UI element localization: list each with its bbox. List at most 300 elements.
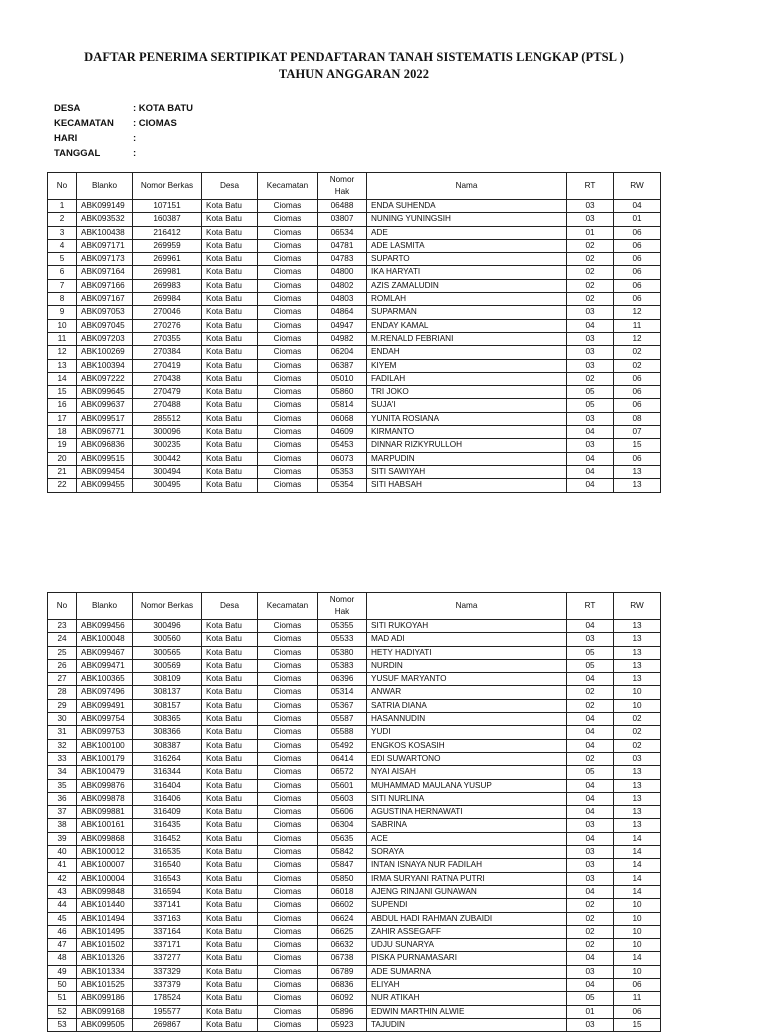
column-header: Kecamatan	[258, 593, 318, 620]
table-row	[48, 279, 661, 292]
cell-nomor-berkas: 316540	[133, 859, 202, 872]
table-row	[48, 673, 661, 686]
cell-rw: 13	[614, 620, 661, 633]
cell-nomor-berkas: 300565	[133, 646, 202, 659]
cell-nama: KIRMANTO	[367, 426, 567, 439]
cell-kecamatan: Ciomas	[258, 412, 318, 425]
cell-blanko: ABK100479	[77, 766, 133, 779]
info-label: TANGGAL	[54, 148, 101, 159]
cell-nama: ENDA SUHENDA	[367, 200, 567, 213]
cell-rt: 02	[567, 752, 614, 765]
cell-kecamatan: Ciomas	[258, 646, 318, 659]
cell-desa: Kota Batu	[202, 279, 258, 292]
cell-rt: 04	[567, 479, 614, 492]
table-header-row	[48, 173, 661, 200]
cell-kecamatan: Ciomas	[258, 372, 318, 385]
cell-rt: 04	[567, 713, 614, 726]
cell-nomor-berkas: 337277	[133, 952, 202, 965]
cell-kecamatan: Ciomas	[258, 386, 318, 399]
cell-rt: 03	[567, 846, 614, 859]
cell-blanko: ABK100394	[77, 359, 133, 372]
cell-rt: 04	[567, 726, 614, 739]
cell-no: 12	[48, 346, 77, 359]
cell-nomor-berkas: 337164	[133, 925, 202, 938]
cell-nomor-hak: 05814	[318, 399, 367, 412]
cell-desa: Kota Batu	[202, 726, 258, 739]
cell-no: 16	[48, 399, 77, 412]
table-row	[48, 859, 661, 872]
cell-desa: Kota Batu	[202, 426, 258, 439]
cell-kecamatan: Ciomas	[258, 952, 318, 965]
cell-nomor-hak: 05635	[318, 832, 367, 845]
cell-nomor-berkas: 316406	[133, 792, 202, 805]
cell-no: 18	[48, 426, 77, 439]
cell-desa: Kota Batu	[202, 346, 258, 359]
cell-desa: Kota Batu	[202, 859, 258, 872]
cell-nomor-berkas: 270384	[133, 346, 202, 359]
table-row	[48, 713, 661, 726]
cell-kecamatan: Ciomas	[258, 200, 318, 213]
cell-blanko: ABK099868	[77, 832, 133, 845]
cell-nomor-hak: 04947	[318, 319, 367, 332]
cell-desa: Kota Batu	[202, 646, 258, 659]
cell-desa: Kota Batu	[202, 1005, 258, 1018]
cell-nomor-hak: 05847	[318, 859, 367, 872]
column-header: Nama	[367, 593, 567, 620]
table-row	[48, 992, 661, 1005]
cell-nama: ENGKOS KOSASIH	[367, 739, 567, 752]
cell-nama: ROMLAH	[367, 293, 567, 306]
cell-nama: ADE	[367, 226, 567, 239]
table-row	[48, 965, 661, 978]
cell-no: 50	[48, 979, 77, 992]
column-header: Nomor Berkas	[133, 593, 202, 620]
cell-nama: ENDAH	[367, 346, 567, 359]
cell-desa: Kota Batu	[202, 633, 258, 646]
cell-rw: 02	[614, 359, 661, 372]
cell-nomor-berkas: 300494	[133, 465, 202, 478]
cell-blanko: ABK100100	[77, 739, 133, 752]
cell-blanko: ABK099515	[77, 452, 133, 465]
cell-rw: 02	[614, 346, 661, 359]
cell-no: 11	[48, 332, 77, 345]
document-subtitle: TAHUN ANGGARAN 2022	[278, 67, 430, 81]
cell-rt: 01	[567, 226, 614, 239]
table-row	[48, 439, 661, 452]
cell-no: 10	[48, 319, 77, 332]
cell-desa: Kota Batu	[202, 293, 258, 306]
cell-rw: 06	[614, 239, 661, 252]
cell-nomor-hak: 06304	[318, 819, 367, 832]
cell-rw: 14	[614, 872, 661, 885]
info-value: : CIOMAS	[133, 118, 177, 129]
cell-desa: Kota Batu	[202, 253, 258, 266]
info-row-hari	[54, 131, 193, 146]
cell-no: 4	[48, 239, 77, 252]
cell-nomor-hak: 05380	[318, 646, 367, 659]
cell-desa: Kota Batu	[202, 939, 258, 952]
cell-desa: Kota Batu	[202, 465, 258, 478]
cell-nomor-hak: 05601	[318, 779, 367, 792]
cell-rt: 03	[567, 1018, 614, 1031]
cell-nomor-berkas: 316404	[133, 779, 202, 792]
cell-desa: Kota Batu	[202, 846, 258, 859]
cell-rt: 05	[567, 386, 614, 399]
cell-desa: Kota Batu	[202, 699, 258, 712]
cell-rt: 04	[567, 779, 614, 792]
table-row	[48, 633, 661, 646]
column-header: Desa	[202, 173, 258, 200]
cell-nama: NUR ATIKAH	[367, 992, 567, 1005]
cell-rt: 04	[567, 979, 614, 992]
column-header: Nomor Hak	[318, 173, 367, 200]
info-label: DESA	[54, 103, 81, 114]
cell-kecamatan: Ciomas	[258, 673, 318, 686]
cell-nomor-berkas: 316452	[133, 832, 202, 845]
cell-desa: Kota Batu	[202, 713, 258, 726]
cell-nomor-hak: 06789	[318, 965, 367, 978]
table-row	[48, 412, 661, 425]
table-row	[48, 726, 661, 739]
cell-blanko: ABK100179	[77, 752, 133, 765]
cell-nomor-berkas: 269983	[133, 279, 202, 292]
cell-rw: 06	[614, 266, 661, 279]
cell-nomor-berkas: 308366	[133, 726, 202, 739]
cell-rt: 04	[567, 952, 614, 965]
cell-nomor-berkas: 107151	[133, 200, 202, 213]
cell-nama: ACE	[367, 832, 567, 845]
cell-kecamatan: Ciomas	[258, 925, 318, 938]
cell-nomor-berkas: 337171	[133, 939, 202, 952]
cell-kecamatan: Ciomas	[258, 213, 318, 226]
cell-no: 30	[48, 713, 77, 726]
cell-rt: 04	[567, 319, 614, 332]
cell-blanko: ABK097203	[77, 332, 133, 345]
cell-rt: 02	[567, 939, 614, 952]
cell-rw: 10	[614, 686, 661, 699]
cell-desa: Kota Batu	[202, 1018, 258, 1031]
cell-nama: ELIYAH	[367, 979, 567, 992]
cell-no: 53	[48, 1018, 77, 1031]
table-row	[48, 646, 661, 659]
cell-no: 29	[48, 699, 77, 712]
cell-nomor-hak: 05492	[318, 739, 367, 752]
table-row	[48, 925, 661, 938]
column-header: RT	[567, 173, 614, 200]
cell-nama: MARPUDIN	[367, 452, 567, 465]
cell-kecamatan: Ciomas	[258, 346, 318, 359]
cell-no: 33	[48, 752, 77, 765]
cell-nomor-berkas: 316435	[133, 819, 202, 832]
cell-nomor-hak: 05606	[318, 806, 367, 819]
cell-blanko: ABK097166	[77, 279, 133, 292]
cell-kecamatan: Ciomas	[258, 965, 318, 978]
table-row	[48, 399, 661, 412]
cell-nomor-berkas: 337141	[133, 899, 202, 912]
cell-nomor-berkas: 308365	[133, 713, 202, 726]
cell-desa: Kota Batu	[202, 226, 258, 239]
cell-nomor-hak: 06488	[318, 200, 367, 213]
cell-rt: 05	[567, 766, 614, 779]
cell-blanko: ABK099645	[77, 386, 133, 399]
cell-rt: 02	[567, 239, 614, 252]
table-row	[48, 479, 661, 492]
cell-desa: Kota Batu	[202, 806, 258, 819]
cell-nomor-berkas: 270276	[133, 319, 202, 332]
cell-nama: SITI SAWIYAH	[367, 465, 567, 478]
cell-rw: 10	[614, 939, 661, 952]
cell-nama: MAD ADI	[367, 633, 567, 646]
cell-rw: 13	[614, 806, 661, 819]
cell-nomor-hak: 06624	[318, 912, 367, 925]
cell-nama: KIYEM	[367, 359, 567, 372]
cell-kecamatan: Ciomas	[258, 726, 318, 739]
cell-no: 34	[48, 766, 77, 779]
cell-nomor-berkas: 216412	[133, 226, 202, 239]
cell-nomor-berkas: 300560	[133, 633, 202, 646]
cell-nomor-hak: 06738	[318, 952, 367, 965]
cell-no: 48	[48, 952, 77, 965]
cell-nama: NURDIN	[367, 659, 567, 672]
cell-no: 35	[48, 779, 77, 792]
column-header: Kecamatan	[258, 173, 318, 200]
cell-rt: 03	[567, 633, 614, 646]
cell-nomor-berkas: 270419	[133, 359, 202, 372]
table-row	[48, 832, 661, 845]
recipient-table-2	[47, 592, 661, 1032]
cell-rw: 14	[614, 846, 661, 859]
cell-rw: 10	[614, 699, 661, 712]
cell-nama: SITI NURLINA	[367, 792, 567, 805]
cell-nomor-hak: 05353	[318, 465, 367, 478]
cell-nomor-hak: 05314	[318, 686, 367, 699]
cell-nomor-berkas: 308109	[133, 673, 202, 686]
cell-no: 20	[48, 452, 77, 465]
cell-nomor-hak: 05896	[318, 1005, 367, 1018]
cell-nomor-berkas: 270488	[133, 399, 202, 412]
table-row	[48, 213, 661, 226]
cell-nomor-hak: 03807	[318, 213, 367, 226]
cell-rt: 02	[567, 686, 614, 699]
cell-desa: Kota Batu	[202, 779, 258, 792]
cell-nomor-berkas: 308157	[133, 699, 202, 712]
cell-rt: 02	[567, 925, 614, 938]
column-header: No	[48, 173, 77, 200]
cell-kecamatan: Ciomas	[258, 426, 318, 439]
table-row	[48, 465, 661, 478]
cell-nomor-hak: 05355	[318, 620, 367, 633]
cell-nama: IRMA SURYANI RATNA PUTRI	[367, 872, 567, 885]
cell-blanko: ABK101495	[77, 925, 133, 938]
cell-nama: SATRIA DIANA	[367, 699, 567, 712]
cell-rw: 06	[614, 279, 661, 292]
cell-nama: M.RENALD FEBRIANI	[367, 332, 567, 345]
cell-nama: SUPENDI	[367, 899, 567, 912]
column-header: Nomor Hak	[318, 593, 367, 620]
cell-rw: 06	[614, 979, 661, 992]
recipient-table-1	[47, 172, 661, 493]
cell-nama: ANWAR	[367, 686, 567, 699]
cell-no: 38	[48, 819, 77, 832]
cell-rt: 03	[567, 859, 614, 872]
cell-nama: DINNAR RIZKYRULLOH	[367, 439, 567, 452]
cell-rt: 01	[567, 1005, 614, 1018]
cell-nomor-berkas: 316594	[133, 885, 202, 898]
cell-kecamatan: Ciomas	[258, 465, 318, 478]
cell-kecamatan: Ciomas	[258, 659, 318, 672]
cell-nama: MUHAMMAD MAULANA YUSUP	[367, 779, 567, 792]
cell-blanko: ABK099471	[77, 659, 133, 672]
cell-nomor-berkas: 270046	[133, 306, 202, 319]
cell-no: 25	[48, 646, 77, 659]
cell-kecamatan: Ciomas	[258, 279, 318, 292]
cell-no: 1	[48, 200, 77, 213]
cell-blanko: ABK097164	[77, 266, 133, 279]
cell-rw: 15	[614, 439, 661, 452]
cell-no: 3	[48, 226, 77, 239]
table-row	[48, 872, 661, 885]
cell-desa: Kota Batu	[202, 479, 258, 492]
table-row	[48, 779, 661, 792]
cell-nama: ABDUL HADI RAHMAN ZUBAIDI	[367, 912, 567, 925]
cell-nomor-berkas: 269984	[133, 293, 202, 306]
cell-no: 45	[48, 912, 77, 925]
cell-no: 28	[48, 686, 77, 699]
cell-rt: 02	[567, 266, 614, 279]
table-row	[48, 253, 661, 266]
cell-rt: 03	[567, 439, 614, 452]
cell-nomor-berkas: 316543	[133, 872, 202, 885]
cell-kecamatan: Ciomas	[258, 633, 318, 646]
cell-kecamatan: Ciomas	[258, 792, 318, 805]
table-row	[48, 699, 661, 712]
cell-no: 36	[48, 792, 77, 805]
cell-blanko: ABK100012	[77, 846, 133, 859]
cell-desa: Kota Batu	[202, 832, 258, 845]
cell-nomor-hak: 06632	[318, 939, 367, 952]
info-value: : KOTA BATU	[133, 103, 193, 114]
cell-kecamatan: Ciomas	[258, 846, 318, 859]
info-label: KECAMATAN	[54, 118, 114, 129]
cell-blanko: ABK101440	[77, 899, 133, 912]
cell-no: 27	[48, 673, 77, 686]
cell-rt: 03	[567, 213, 614, 226]
cell-kecamatan: Ciomas	[258, 912, 318, 925]
cell-rt: 03	[567, 359, 614, 372]
cell-nama: EDI SUWARTONO	[367, 752, 567, 765]
cell-nomor-berkas: 270479	[133, 386, 202, 399]
cell-nama: EDWIN MARTHIN ALWIE	[367, 1005, 567, 1018]
cell-rw: 13	[614, 465, 661, 478]
cell-no: 23	[48, 620, 77, 633]
cell-desa: Kota Batu	[202, 979, 258, 992]
cell-nama: HETY HADIYATI	[367, 646, 567, 659]
cell-nomor-hak: 06204	[318, 346, 367, 359]
cell-rt: 03	[567, 332, 614, 345]
cell-blanko: ABK100004	[77, 872, 133, 885]
cell-nama: YUNITA ROSIANA	[367, 412, 567, 425]
cell-rw: 13	[614, 766, 661, 779]
cell-nomor-berkas: 178524	[133, 992, 202, 1005]
cell-kecamatan: Ciomas	[258, 806, 318, 819]
cell-rw: 13	[614, 646, 661, 659]
cell-desa: Kota Batu	[202, 952, 258, 965]
cell-nama: SUPARMAN	[367, 306, 567, 319]
cell-blanko: ABK097045	[77, 319, 133, 332]
cell-desa: Kota Batu	[202, 239, 258, 252]
cell-rt: 04	[567, 792, 614, 805]
cell-blanko: ABK099505	[77, 1018, 133, 1031]
cell-nomor-hak: 05587	[318, 713, 367, 726]
column-header: RT	[567, 593, 614, 620]
cell-rt: 04	[567, 452, 614, 465]
cell-rt: 02	[567, 293, 614, 306]
cell-kecamatan: Ciomas	[258, 713, 318, 726]
cell-desa: Kota Batu	[202, 739, 258, 752]
cell-kecamatan: Ciomas	[258, 686, 318, 699]
cell-rw: 06	[614, 226, 661, 239]
cell-rw: 13	[614, 673, 661, 686]
cell-rw: 01	[614, 213, 661, 226]
cell-blanko: ABK101525	[77, 979, 133, 992]
cell-rt: 04	[567, 739, 614, 752]
cell-blanko: ABK096836	[77, 439, 133, 452]
cell-rw: 08	[614, 412, 661, 425]
table-row	[48, 792, 661, 805]
cell-no: 37	[48, 806, 77, 819]
cell-rt: 02	[567, 372, 614, 385]
cell-rw: 06	[614, 253, 661, 266]
cell-nomor-hak: 05010	[318, 372, 367, 385]
cell-rw: 14	[614, 885, 661, 898]
cell-nomor-hak: 06068	[318, 412, 367, 425]
cell-desa: Kota Batu	[202, 412, 258, 425]
table-row	[48, 899, 661, 912]
cell-kecamatan: Ciomas	[258, 306, 318, 319]
column-header: Blanko	[77, 173, 133, 200]
cell-kecamatan: Ciomas	[258, 699, 318, 712]
cell-rt: 04	[567, 673, 614, 686]
cell-blanko: ABK099168	[77, 1005, 133, 1018]
info-row-desa	[54, 101, 193, 116]
cell-no: 8	[48, 293, 77, 306]
cell-rw: 10	[614, 925, 661, 938]
cell-desa: Kota Batu	[202, 992, 258, 1005]
cell-blanko: ABK099848	[77, 885, 133, 898]
cell-kecamatan: Ciomas	[258, 226, 318, 239]
cell-nomor-hak: 04864	[318, 306, 367, 319]
cell-nama: FADILAH	[367, 372, 567, 385]
cell-kecamatan: Ciomas	[258, 253, 318, 266]
cell-no: 43	[48, 885, 77, 898]
cell-nomor-berkas: 195577	[133, 1005, 202, 1018]
table-row	[48, 952, 661, 965]
document-title: DAFTAR PENERIMA SERTIPIKAT PENDAFTARAN TANAH SISTEMATIS LENGKAP (PTSL )	[84, 50, 624, 64]
cell-no: 5	[48, 253, 77, 266]
cell-blanko: ABK097171	[77, 239, 133, 252]
cell-nama: AJENG RINJANI GUNAWAN	[367, 885, 567, 898]
cell-nomor-berkas: 300096	[133, 426, 202, 439]
cell-kecamatan: Ciomas	[258, 319, 318, 332]
cell-blanko: ABK097222	[77, 372, 133, 385]
cell-no: 19	[48, 439, 77, 452]
cell-nomor-hak: 05850	[318, 872, 367, 885]
cell-rw: 13	[614, 633, 661, 646]
cell-blanko: ABK099881	[77, 806, 133, 819]
cell-nomor-berkas: 300495	[133, 479, 202, 492]
cell-nama: YUDI	[367, 726, 567, 739]
cell-kecamatan: Ciomas	[258, 739, 318, 752]
